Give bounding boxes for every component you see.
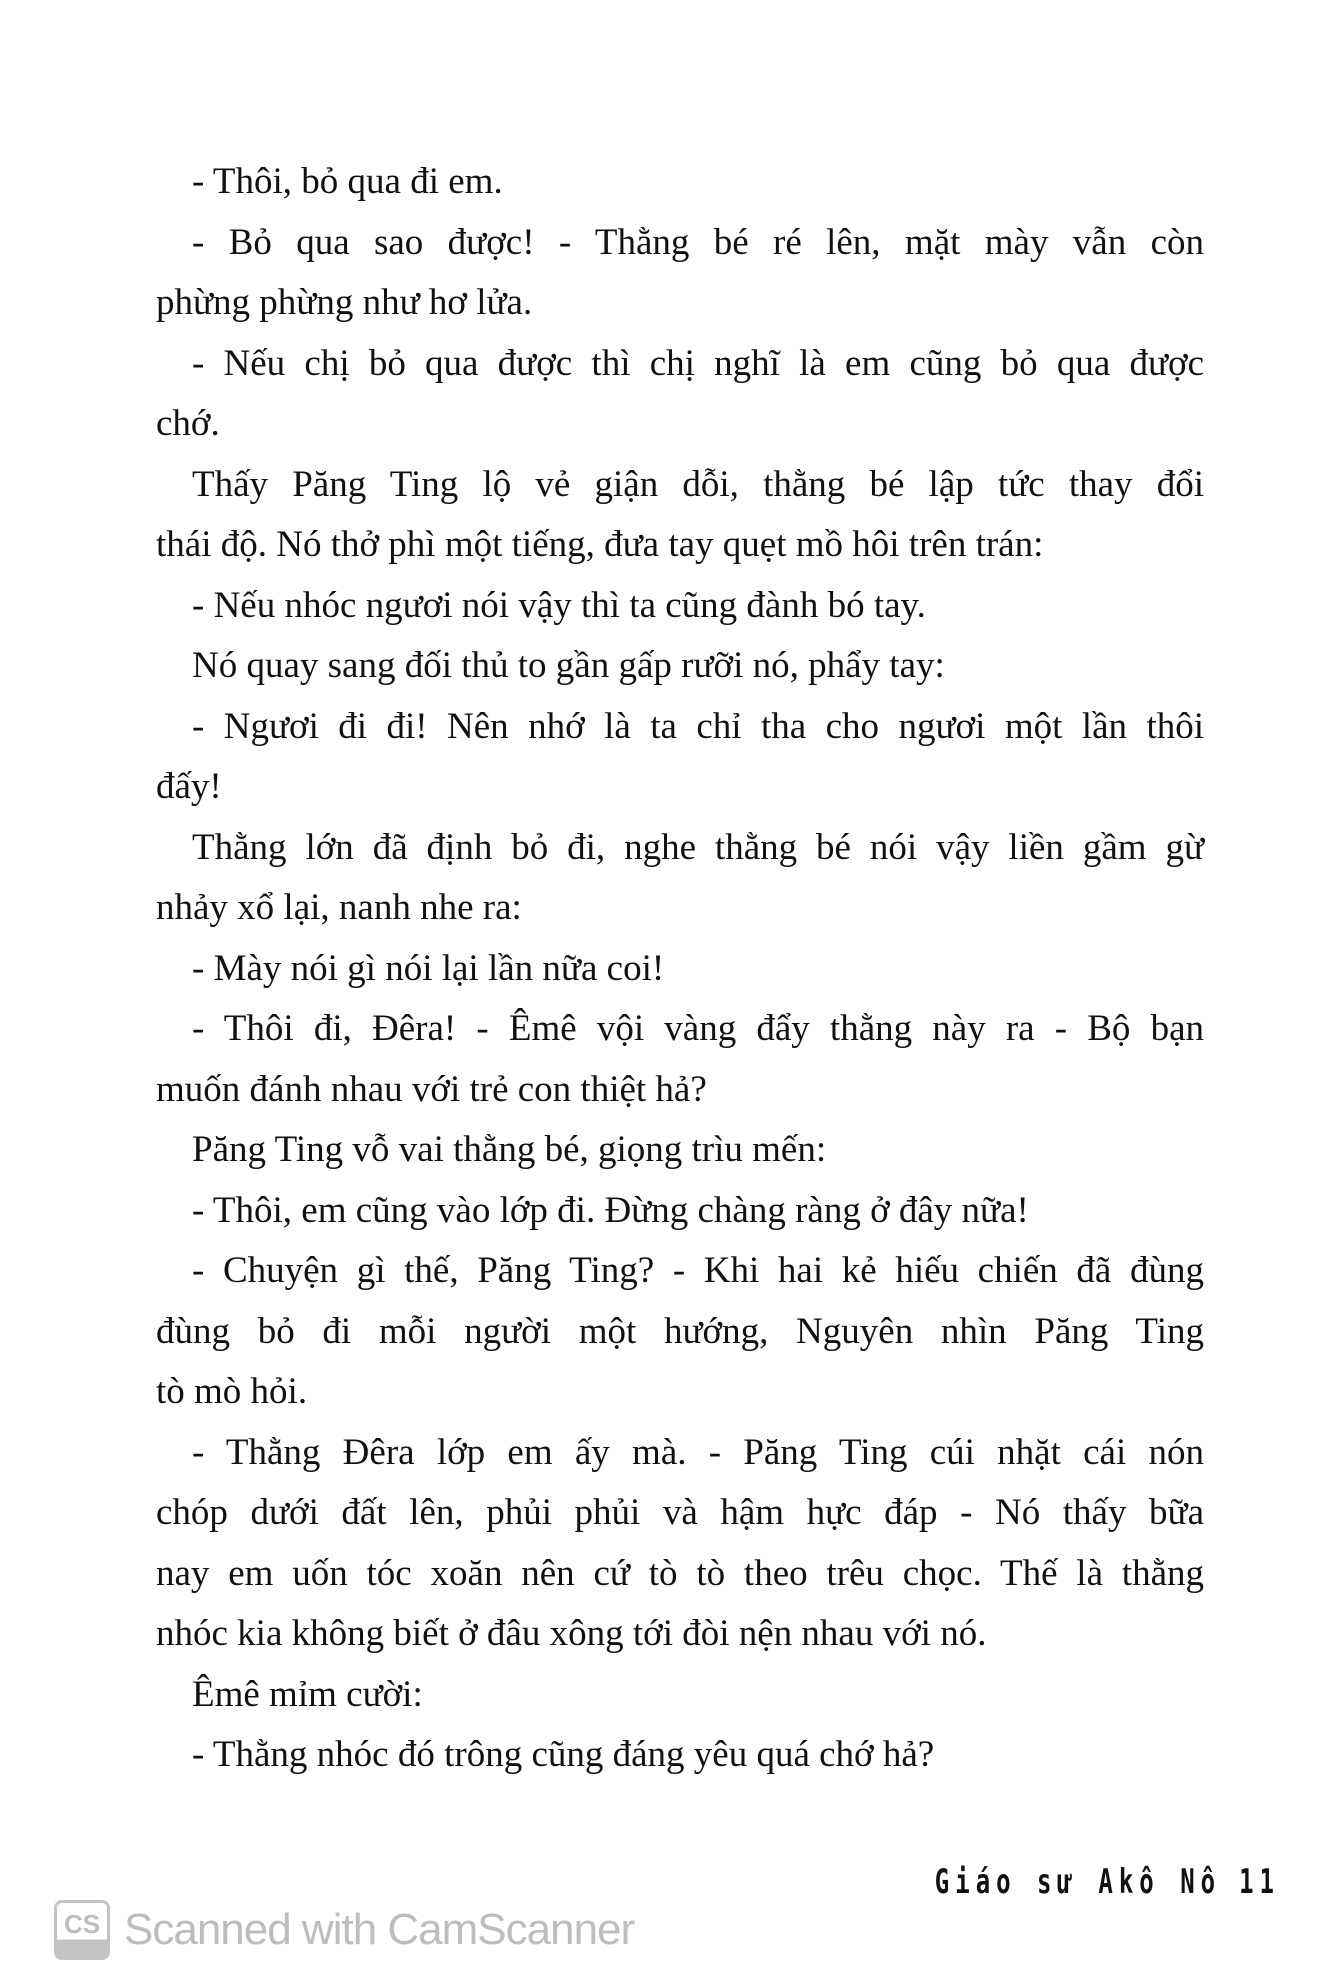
paragraph <box>156 213 1204 334</box>
text-line: muốn đánh nhau với trẻ con thiệt hả? <box>156 1068 707 1110</box>
text-line: - Thôi, em cũng vào lớp đi. Đừng chàng ràng ở đây nữa! <box>192 1189 1029 1231</box>
text-line: - Mày nói gì nói lại lần nữa coi! <box>192 947 665 989</box>
paragraph <box>156 1423 1204 1665</box>
text-line: phừng phừng như hơ lửa. <box>156 282 533 323</box>
text-line: - Nếu nhóc ngươi nói vậy thì ta cũng đành bó tay. <box>192 584 926 626</box>
paragraph <box>156 818 1204 939</box>
paragraph <box>156 999 1204 1120</box>
text-line: Thằng lớn đã định bỏ đi, nghe thằng bé nói vậy liền gầm gừ <box>192 826 1204 868</box>
text-line: - Nếu chị bỏ qua được thì chị nghĩ là em cũng bỏ qua được <box>192 342 1204 384</box>
text-line: Păng Ting vỗ vai thằng bé, giọng trìu mến: <box>192 1129 827 1170</box>
camscanner-watermark <box>54 1900 634 1960</box>
text-line: chớ. <box>156 403 220 444</box>
text-line: - Thằng nhóc đó trông cũng đáng yêu quá chớ hả? <box>192 1734 935 1775</box>
text-line: - Thôi đi, Đêra! - Êmê vội vàng đẩy thằng này ra - Bộ bạn <box>192 1008 1204 1049</box>
text-line: đấy! <box>156 766 222 807</box>
text-line: - Thằng Đêra lớp em ấy mà. - Păng Ting cúi nhặt cái nón <box>192 1431 1204 1473</box>
text-line: Nó quay sang đối thủ to gần gấp rưỡi nó, phẩy tay: <box>192 645 945 686</box>
text-line: - Thôi, bỏ qua đi em. <box>192 161 503 202</box>
paragraph <box>156 697 1204 818</box>
text-line: Thấy Păng Ting lộ vẻ giận dỗi, thằng bé lập tức thay đổi <box>192 463 1204 505</box>
watermark-text: Scanned with CamScanner <box>124 1905 635 1954</box>
text-line: nhóc kia không biết ở đâu xông tới đòi nện nhau với nó. <box>156 1613 987 1654</box>
paragraph <box>156 334 1204 455</box>
running-footer <box>935 1862 1280 1901</box>
paragraph <box>156 576 1204 637</box>
text-line: thái độ. Nó thở phì một tiếng, đưa tay quẹt mồ hôi trên trán: <box>156 524 1044 565</box>
page-body-text <box>156 152 1204 1786</box>
paragraph <box>156 939 1204 1000</box>
paragraph <box>156 1181 1204 1242</box>
paragraph <box>156 152 1204 213</box>
text-line: - Chuyện gì thế, Păng Ting? - Khi hai kẻ hiếu chiến đã đùng <box>192 1250 1204 1291</box>
text-line: chóp dưới đất lên, phủi phủi và hậm hực đáp - Nó thấy bữa <box>156 1492 1204 1533</box>
page-number: 11 <box>1239 1862 1280 1902</box>
paragraph <box>156 1241 1204 1423</box>
paragraph <box>156 636 1204 697</box>
text-line: đùng bỏ đi mỗi người một hướng, Nguyên nhìn Păng Ting <box>156 1310 1204 1352</box>
paragraph <box>156 1665 1204 1726</box>
paragraph <box>156 1725 1204 1786</box>
paragraph <box>156 455 1204 576</box>
text-line: - Ngươi đi đi! Nên nhớ là ta chỉ tha cho ngươi một lần thôi <box>192 705 1204 747</box>
text-line: nhảy xổ lại, nanh nhe ra: <box>156 887 522 928</box>
book-title: Giáo sư Akô Nô <box>934 1862 1222 1902</box>
text-line: nay em uốn tóc xoăn nên cứ tò tò theo trêu chọc. Thế là thằng <box>156 1552 1204 1594</box>
text-line: Êmê mỉm cười: <box>192 1673 423 1715</box>
paragraph <box>156 1120 1204 1181</box>
text-line: - Bỏ qua sao được! - Thằng bé ré lên, mặt mày vẫn còn <box>192 221 1204 263</box>
camscanner-logo-icon: CS <box>54 1900 110 1960</box>
text-line: tò mò hỏi. <box>156 1371 308 1412</box>
